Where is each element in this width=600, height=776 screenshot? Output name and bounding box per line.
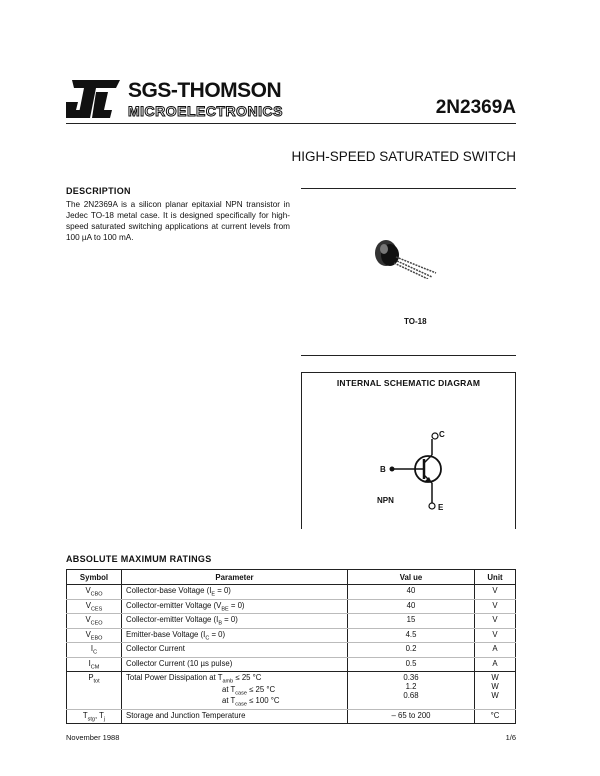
unit-cell: V: [475, 614, 516, 629]
package-label: TO-18: [404, 317, 427, 326]
ratings-table: [66, 569, 516, 724]
parameter-cell: Collector-emitter Voltage $(V_{BE} = 0)$: [122, 599, 348, 614]
value-cell: – 65 to 200: [348, 709, 475, 724]
footer-date: November 1988: [66, 733, 120, 742]
brand-subtitle: MICROELECTRONICS: [128, 103, 283, 119]
st-logo-icon: [66, 80, 120, 118]
unit-cell: A: [475, 657, 516, 672]
value-cell: 4.5: [348, 628, 475, 643]
unit-cell: V: [475, 599, 516, 614]
table-row: [67, 585, 516, 600]
symbol-cell: $V_{CES}$: [67, 599, 122, 614]
value-cell: 40: [348, 599, 475, 614]
parameter-cell: Total Power Dissipation at $T_{amb} \le 25$ °C at $T_{case} \le 25$ °C at $T_{case} \le 100$ °C: [122, 672, 348, 710]
parameter-cell: Collector-base Voltage $(I_E = 0)$: [122, 585, 348, 600]
table-row: [67, 709, 516, 724]
page-subtitle: HIGH-SPEED SATURATED SWITCH: [291, 149, 516, 164]
pin-e-label: E: [438, 503, 444, 512]
pin-b-label: B: [380, 465, 386, 474]
symbol-cell: $V_{EBO}$: [67, 628, 122, 643]
parameter-cell: Storage and Junction Temperature: [122, 709, 348, 724]
value-cell: 40: [348, 585, 475, 600]
brand-name: SGS-THOMSON: [128, 79, 282, 102]
package-top-rule: [301, 188, 516, 189]
parameter-cell: Emitter-base Voltage $(I_C = 0)$: [122, 628, 348, 643]
parameter-cell: Collector Current (10 µs pulse): [122, 657, 348, 672]
symbol-cell: $T_{stg}$, $T_j$: [67, 709, 122, 724]
value-cell: 0.5: [348, 657, 475, 672]
unit-cell: W W W: [475, 672, 516, 710]
symbol-cell: $V_{CBO}$: [67, 585, 122, 600]
table-row: [67, 672, 516, 710]
symbol-cell: $P_{tot}$: [67, 672, 122, 710]
table-row: [67, 599, 516, 614]
symbol-cell: $I_{CM}$: [67, 657, 122, 672]
header-rule: [66, 123, 516, 124]
parameter-cell: Collector-emitter Voltage $(I_B = 0)$: [122, 614, 348, 629]
description-text: The 2N2369A is a silicon planar epitaxial NPN transistor in Jedec TO-18 metal case. It is designed specifically for high-speed saturated switching applications at current levels from 100 µA to 100 mA.: [66, 200, 290, 242]
pin-c-label: C: [439, 430, 445, 439]
table-row: [67, 657, 516, 672]
table-row: [67, 628, 516, 643]
unit-cell: A: [475, 643, 516, 658]
table-row: [67, 614, 516, 629]
unit-cell: °C: [475, 709, 516, 724]
col-unit: Unit: [475, 570, 516, 585]
symbol-cell: $I_C$: [67, 643, 122, 658]
symbol-cell: $V_{CEO}$: [67, 614, 122, 629]
table-row: [67, 643, 516, 658]
schematic-title: INTERNAL SCHEMATIC DIAGRAM: [336, 378, 481, 388]
table-header-row: [67, 570, 516, 585]
col-value: Val ue: [348, 570, 475, 585]
unit-cell: V: [475, 628, 516, 643]
col-parameter: Parameter: [122, 570, 348, 585]
col-symbol: Symbol: [67, 570, 122, 585]
part-number: 2N2369A: [435, 97, 516, 118]
parameter-cell: Collector Current: [122, 643, 348, 658]
value-cell: 0.36 1.2 0.68: [348, 672, 475, 710]
page-number: 1/6: [505, 733, 516, 742]
to18-package-icon: [370, 235, 440, 279]
value-cell: 0.2: [348, 643, 475, 658]
package-bottom-rule: [301, 355, 516, 356]
ratings-heading: ABSOLUTE MAXIMUM RATINGS: [66, 554, 212, 564]
unit-cell: V: [475, 585, 516, 600]
schematic-box: [301, 372, 516, 529]
npn-label: NPN: [377, 496, 394, 505]
description-heading: DESCRIPTION: [66, 186, 131, 196]
value-cell: 15: [348, 614, 475, 629]
